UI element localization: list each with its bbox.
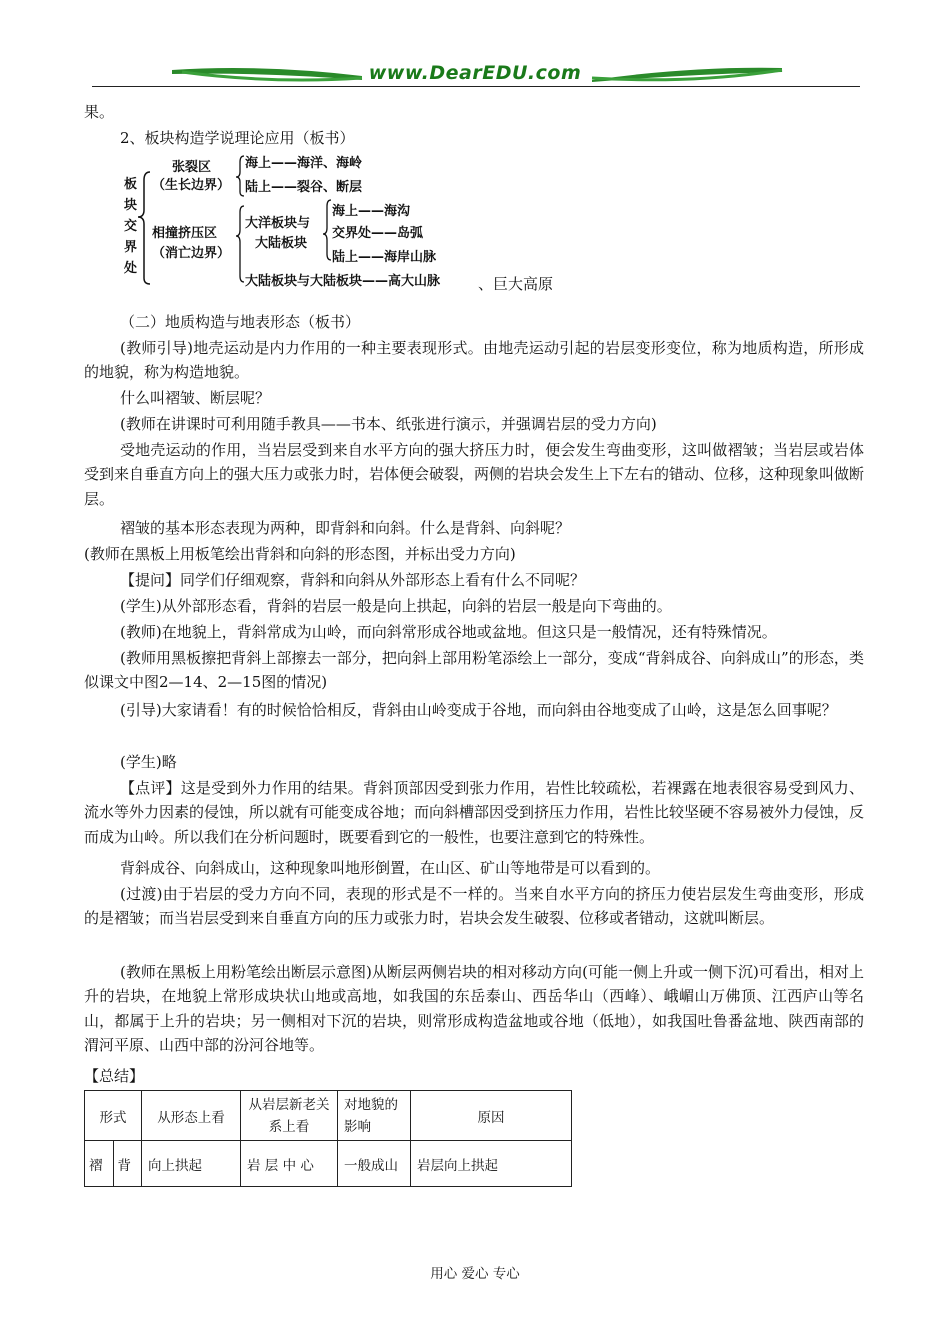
divergent-sea-label: 海上——海洋、海岭	[245, 156, 363, 171]
table-header-cell: 从形态上看	[142, 1091, 241, 1141]
convergent-sea-label: 海上——海沟	[332, 204, 411, 219]
table-header-row	[85, 1091, 572, 1141]
paragraph: (过渡)由于岩层的受力方向不同，表现的形式是不一样的。当来自水平方向的挤压力使岩层发生弯曲变形，形成的是褶皱；而当岩层受到来自垂直方向的压力或张力时，岩块会发生破裂、位移或者错动，这就叫断层。	[84, 885, 864, 928]
table-header-cell: 对地貌的影响	[338, 1091, 411, 1141]
paragraph: (教师在黑板上用粉笔绘出断层示意图)从断层两侧岩块的相对移动方向(可能一侧上升或一侧下沉)可看出，相对上升的岩块，在地貌上常形成块状山地或高地，如我国的东岳泰山、西岳华山（西峰）、峨嵋山万佛顶、江西庐山等名山，都属于上升的岩块；另一侧相对下沉的岩块，则常形成构造盆地或谷地（低地），如我国吐鲁番盆地、陕西南部的渭河平原、山西中部的汾河谷地等。	[84, 963, 864, 1054]
divergent-boundary-label: （生长边界）	[152, 178, 231, 193]
paragraph: (教师在黑板上用板笔绘出背斜和向斜的形态图，并标出受力方向)	[84, 545, 516, 563]
convergent-land-label: 陆上——海岸山脉	[332, 250, 437, 265]
paragraph: (教师引导)地壳运动是内力作用的一种主要表现形式。由地壳运动引起的岩层变形变位，称为地质构造，所形成的地貌，称为构造地貌。	[84, 339, 864, 382]
page-footer: 用心 爱心 专心	[430, 1266, 520, 1282]
plate-boundary-diagram	[120, 150, 600, 290]
section-heading: （二）地质构造与地表形态（板书）	[120, 313, 361, 331]
continent-plate-label: 大陆板块	[255, 236, 308, 251]
paragraph: 背斜成谷、向斜成山，这种现象叫地形倒置，在山区、矿山等地带是可以看到的。	[120, 859, 661, 877]
paragraph: 褶皱的基本形态表现为两种，即背斜和向斜。什么是背斜、向斜呢？	[120, 519, 571, 537]
paragraph: (教师在讲课时可利用随手教具——书本、纸张进行演示，并强调岩层的受力方向)	[120, 415, 657, 433]
divergent-land-label: 陆上——裂谷、断层	[245, 180, 363, 195]
paragraph: (教师)在地貌上，背斜常成为山岭，而向斜常形成谷地或盆地。但这只是一般情况，还有特殊情况。	[120, 623, 777, 641]
table-header-cell: 形式	[85, 1091, 142, 1141]
section-heading: 2、板块构造学说理论应用（板书）	[120, 129, 355, 147]
paragraph: (学生)略	[120, 753, 177, 771]
table-cell: 背	[113, 1141, 142, 1187]
table-cell: 一般成山	[338, 1141, 411, 1187]
header-banner	[92, 62, 858, 92]
table-header-cell: 原因	[411, 1091, 572, 1141]
table-cell: 向上拱起	[142, 1141, 241, 1187]
paragraph: (学生)从外部形态看，背斜的岩层一般是向上拱起，向斜的岩层一般是向下弯曲的。	[120, 597, 672, 615]
table-header-cell: 从岩层新老关系上看	[241, 1091, 338, 1141]
paragraph: 什么叫褶皱、断层呢？	[120, 389, 271, 407]
convergent-zone-label: 相撞挤压区	[152, 226, 218, 241]
summary-heading: 【总结】	[84, 1067, 145, 1085]
convergent-boundary-label: （消亡边界）	[152, 246, 231, 261]
diagram-extra-text: 、巨大高原	[478, 275, 554, 293]
paragraph: (教师用黑板擦把背斜上部擦去一部分，把向斜上部用粉笔添绘上一部分，变成“背斜成谷、向斜成山”的形态，类似课文中图2—14、2—15图的情况)	[84, 649, 864, 692]
paragraph: (引导)大家请看！有的时候恰恰相反，背斜由山岭变成于谷地，而向斜由谷地变成了山岭，这是怎么回事呢？	[120, 701, 837, 719]
header-rule	[92, 86, 860, 87]
continent-continent-label: 大陆板块与大陆板块——高大山脉	[245, 274, 441, 289]
ocean-plate-label: 大洋板块与	[245, 216, 311, 231]
paragraph: 【点评】这是受到外力作用的结果。背斜顶部因受到张力作用，岩性比较疏松，若裸露在地表很容易受到风力、流水等外力因素的侵蚀，所以就有可能变成谷地；而向斜槽部因受到挤压力作用，岩性比较坚硬不容易被外力侵蚀，反而成为山岭。所以我们在分析问题时，既要看到它的一般性，也要注意到它的特殊性。	[84, 779, 865, 846]
table-row	[85, 1141, 572, 1187]
diagram-root-label: 板 块 交 界 处	[124, 177, 138, 276]
convergent-junction-label: 交界处——岛弧	[332, 226, 424, 241]
text-line: 果。	[84, 103, 115, 121]
table-cell: 岩 层 中 心	[241, 1141, 338, 1187]
table-cell: 褶	[85, 1141, 114, 1187]
header-logo: www.DearEDU.com	[368, 62, 582, 84]
paragraph: 【提问】同学们仔细观察，背斜和向斜从外部形态上看有什么不同呢？	[120, 571, 586, 589]
paragraph: 受地壳运动的作用，当岩层受到来自水平方向的强大挤压力时，便会发生弯曲变形，这叫做褶皱；当岩层或岩体受到来自垂直方向上的强大压力或张力时，岩体便会破裂，两侧的岩块会发生上下左右的错动、位移，这种现象叫做断层。	[84, 441, 865, 508]
summary-table	[84, 1090, 572, 1187]
table-cell: 岩层向上拱起	[411, 1141, 572, 1187]
divergent-zone-label: 张裂区	[172, 160, 212, 175]
